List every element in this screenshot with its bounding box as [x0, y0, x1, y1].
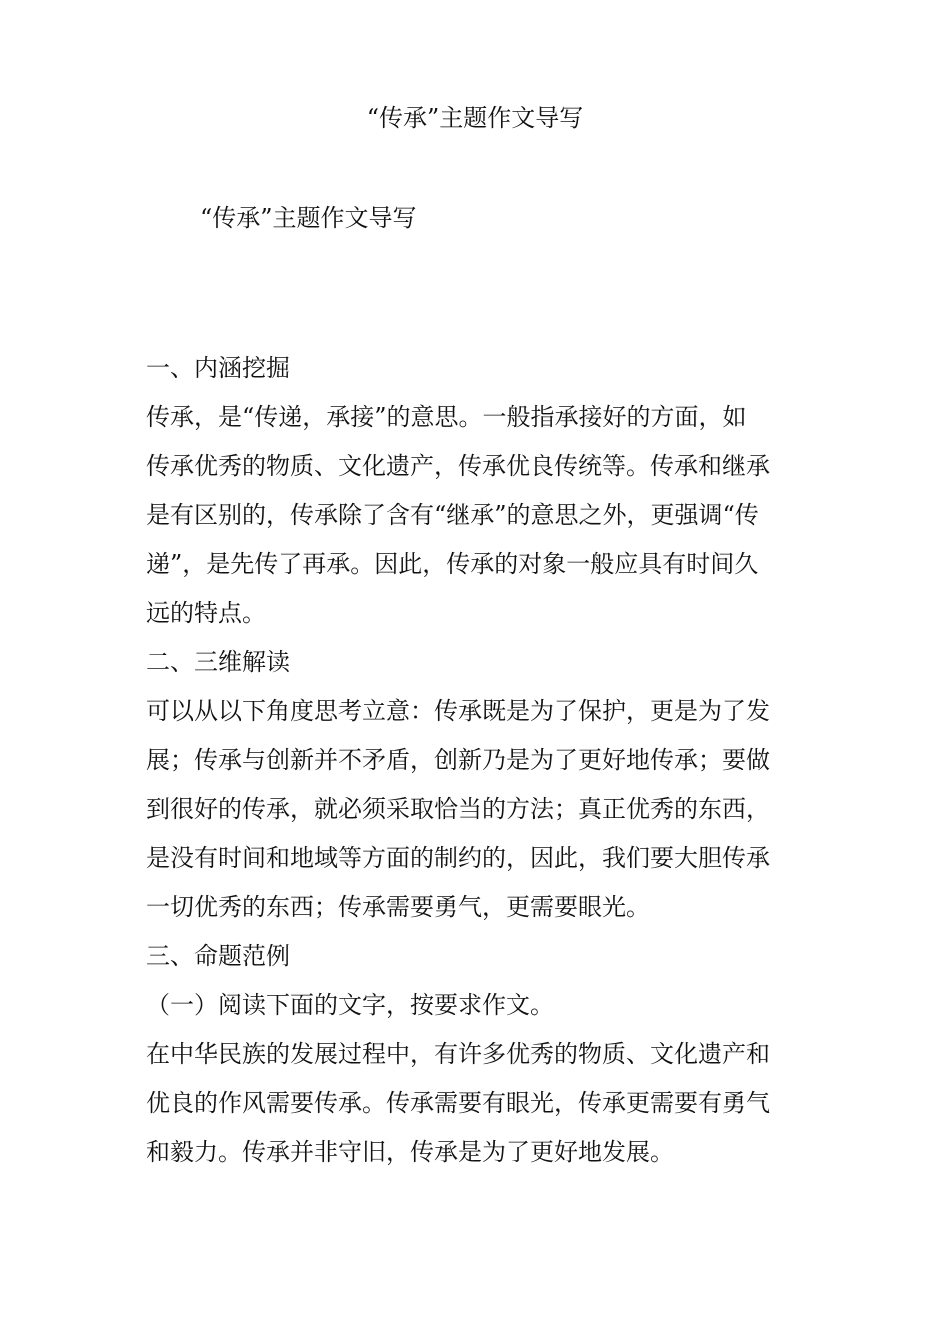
text-line: 和毅力。传承并非守旧，传承是为了更好地发展。 — [146, 1138, 674, 1166]
text-line: 在中华民族的发展过程中，有许多优秀的物质、文化遗产和 — [146, 1040, 770, 1068]
text-line: 到很好的传承，就必须采取恰当的方法；真正优秀的东西， — [146, 795, 770, 823]
page-subtitle: “传承”主题作文导写 — [200, 204, 417, 232]
text-line: 一切优秀的东西；传承需要勇气，更需要眼光。 — [146, 893, 650, 921]
body-text — [146, 344, 810, 1177]
section-heading-2: 二、三维解读 — [146, 648, 290, 676]
text-line: 传承优秀的物质、文化遗产，传承优良传统等。传承和继承 — [146, 452, 770, 480]
text-line: 远的特点。 — [146, 599, 266, 627]
text-line: 优良的作风需要传承。传承需要有眼光，传承更需要有勇气 — [146, 1089, 770, 1117]
subsection-heading: （一）阅读下面的文字，按要求作文。 — [146, 991, 554, 1019]
text-line: 递”，是先传了再承。因此，传承的对象一般应具有时间久 — [146, 550, 759, 578]
text-line: 可以从以下角度思考立意：传承既是为了保护，更是为了发 — [146, 697, 770, 725]
text-line: 是没有时间和地域等方面的制约的，因此，我们要大胆传承 — [146, 844, 770, 872]
section-heading-1: 一、内涵挖掘 — [146, 354, 290, 382]
section-heading-3: 三、命题范例 — [146, 942, 290, 970]
page-title: “传承”主题作文导写 — [366, 104, 584, 132]
text-line: 传承，是“传递，承接”的意思。一般指承接好的方面，如 — [146, 403, 747, 431]
text-line: 是有区别的，传承除了含有“继承”的意思之外，更强调“传 — [146, 501, 759, 529]
text-line: 展；传承与创新并不矛盾，创新乃是为了更好地传承；要做 — [146, 746, 770, 774]
